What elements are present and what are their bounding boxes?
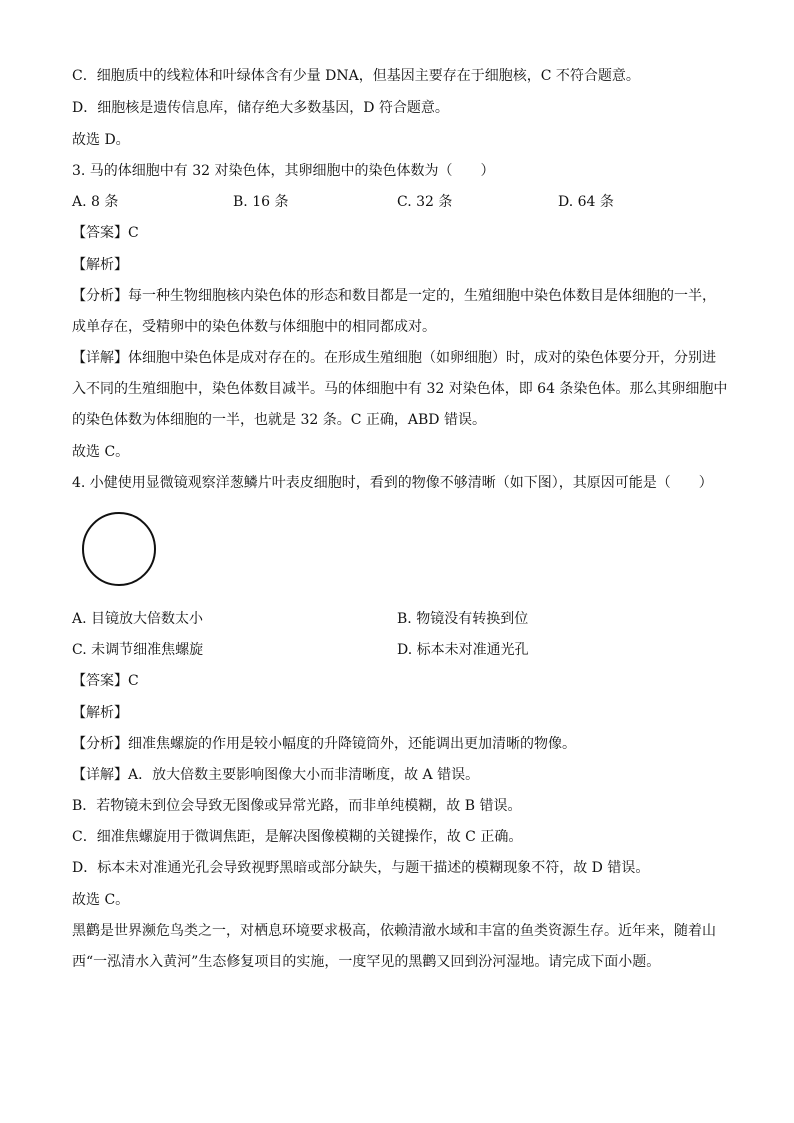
analysis-text: 成单存在，受精卵中的染色体数与体细胞中的相同都成对。 [72,319,436,335]
question-3-option-b: B. 16 条 [233,194,289,210]
conclusion-text: 故选 C。 [72,444,130,460]
analysis-text: 【分析】细准焦螺旋的作用是较小幅度的升降镜筒外，还能调出更加清晰的物像。 [72,736,576,752]
question-3-option-a: A. 8 条 [72,194,119,210]
answer-label: 【答案】C [72,673,139,689]
blurry-cell-figure [82,512,156,586]
question-3-option-c: C. 32 条 [397,194,453,210]
passage-text: 西“一泓清水入黄河”生态修复项目的实施，一度罕见的黑鹳又回到汾河湿地。请完成下面小题。 [72,954,661,970]
text-line: C．细胞质中的线粒体和叶绿体含有少量 DNA，但基因主要存在于细胞核，C 不符合题意。 [72,68,640,84]
question-3-stem: 3. 马的体细胞中有 32 对染色体，其卵细胞中的染色体数为（ ） [72,163,495,179]
question-4-option-a: A. 目镜放大倍数太小 [72,611,204,627]
detail-text: 入不同的生殖细胞中，染色体数目减半。马的体细胞中有 32 对染色体，即 64 条染色体。那么其卵细胞中 [72,381,728,397]
text-line: D．细胞核是遗传信息库，储存绝大多数基因，D 符合题意。 [72,100,449,116]
analysis-text: 【分析】每一种生物细胞核内染色体的形态和数目都是一定的，生殖细胞中染色体数目是体细胞的一半， [72,288,716,304]
question-4-stem: 4. 小健使用显微镜观察洋葱鳞片叶表皮细胞时，看到的物像不够清晰（如下图），其原因可能是（ ） [72,475,713,491]
analysis-label: 【解析】 [72,257,128,273]
passage-text: 黑鹳是世界濒危鸟类之一，对栖息环境要求极高，依赖清澈水域和丰富的鱼类资源生存。近年来，随着山 [72,923,716,939]
question-4-option-b: B. 物镜没有转换到位 [397,611,529,627]
question-3-option-d: D. 64 条 [558,194,614,210]
detail-text: B．若物镜未到位会导致无图像或异常光路，而非单纯模糊，故 B 错误。 [72,798,522,814]
detail-text: 【详解】体细胞中染色体是成对存在的。在形成生殖细胞（如卵细胞）时，成对的染色体要分开，分别进 [72,350,716,366]
detail-text: D．标本未对准通光孔会导致视野黑暗或部分缺失，与题干描述的模糊现象不符，故 D 错误。 [72,860,650,876]
question-4-option-d: D. 标本未对准通光孔 [397,642,529,658]
conclusion-text: 故选 C。 [72,892,130,908]
text-line: 故选 D。 [72,132,130,148]
question-4-option-c: C. 未调节细准焦螺旋 [72,642,204,658]
answer-label: 【答案】C [72,225,139,241]
detail-text: 的染色体数为体细胞的一半，也就是 32 条。C 正确，ABD 错误。 [72,412,486,428]
analysis-label: 【解析】 [72,705,128,721]
detail-text: C．细准焦螺旋用于微调焦距，是解决图像模糊的关键操作，故 C 正确。 [72,829,523,845]
detail-text: 【详解】A．放大倍数主要影响图像大小而非清晰度，故 A 错误。 [72,767,480,783]
